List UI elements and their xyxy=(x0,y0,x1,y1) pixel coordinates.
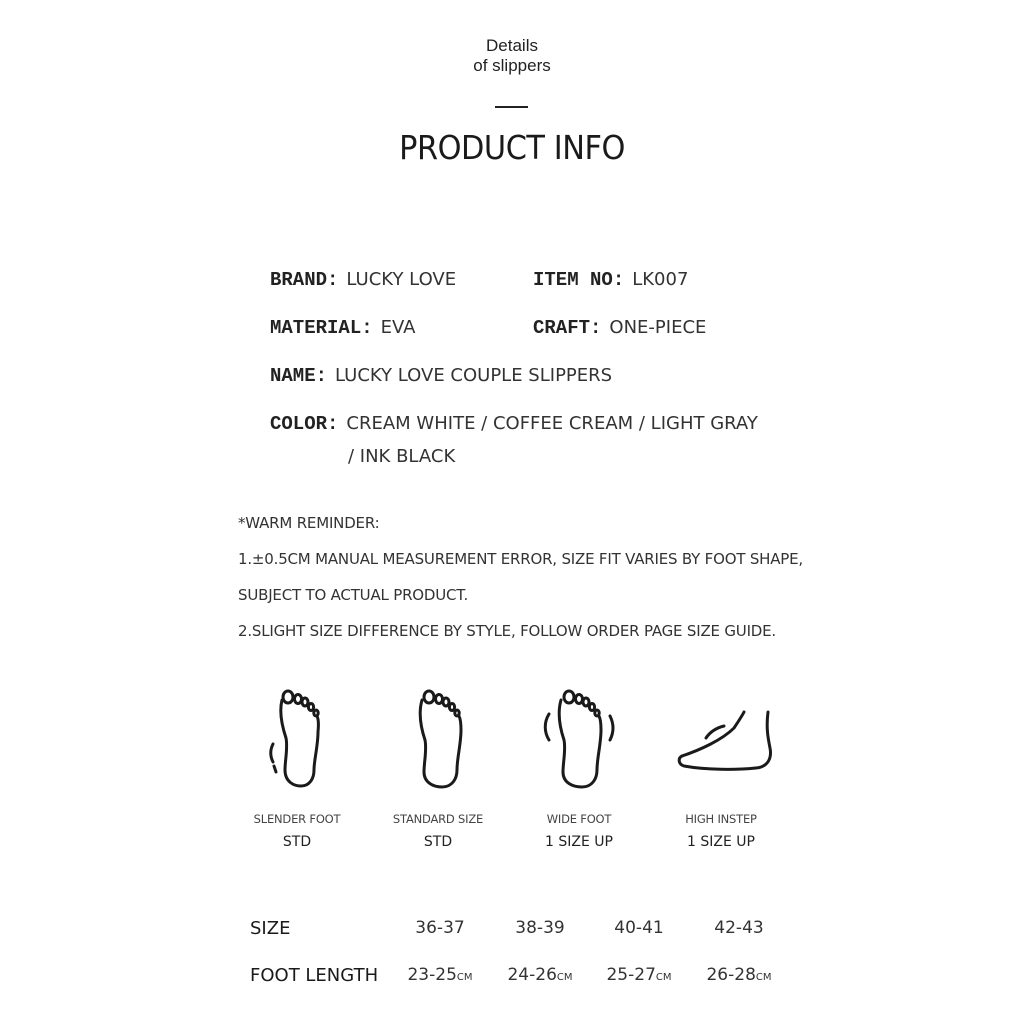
title-divider xyxy=(495,106,528,108)
spec-material-value: EVA xyxy=(380,317,416,338)
spec-craft-value: ONE-PIECE xyxy=(609,317,707,338)
length-value: 26-28 xyxy=(706,965,756,985)
foot-type-slender xyxy=(227,686,367,850)
page-title: PRODUCT INFO xyxy=(399,128,625,167)
foot-type-slender-fit: STD xyxy=(282,834,312,850)
subtitle xyxy=(0,36,1024,76)
size-cell: 36-37 xyxy=(415,918,465,938)
spec-color-label: COLOR: xyxy=(270,413,339,435)
slender-foot-icon xyxy=(262,686,332,790)
reminder-line-3: 2.SLIGHT SIZE DIFFERENCE BY STYLE, FOLLOW ORDER PAGE SIZE GUIDE. xyxy=(238,622,776,640)
spec-brand xyxy=(270,268,456,292)
size-cell: 42-43 xyxy=(714,918,764,938)
size-header: SIZE xyxy=(250,918,291,939)
spec-craft xyxy=(533,316,706,340)
foot-type-wide-label: WIDE FOOT xyxy=(546,812,612,826)
spec-color-value: CREAM WHITE / COFFEE CREAM / LIGHT GRAY xyxy=(346,413,758,434)
spec-material-label: MATERIAL: xyxy=(270,317,373,339)
foot-type-high-instep xyxy=(651,686,791,850)
spec-brand-label: BRAND: xyxy=(270,269,339,291)
length-cell xyxy=(689,965,789,985)
length-value: 23-25 xyxy=(407,965,457,985)
spec-color xyxy=(270,412,758,436)
length-unit: CM xyxy=(655,972,672,983)
spec-item-no-label: ITEM NO: xyxy=(533,269,625,291)
length-cell xyxy=(490,965,590,985)
length-cell xyxy=(390,965,490,985)
standard-foot-icon xyxy=(403,686,473,790)
foot-type-high-instep-fit: 1 SIZE UP xyxy=(687,834,755,850)
size-cell: 40-41 xyxy=(614,918,664,938)
foot-type-high-instep-label: HIGH INSTEP xyxy=(685,812,757,826)
spec-material xyxy=(270,316,415,340)
foot-type-standard-fit: STD xyxy=(423,834,453,850)
foot-type-standard-label: STANDARD SIZE xyxy=(392,812,484,826)
length-unit: CM xyxy=(755,972,772,983)
length-value: 24-26 xyxy=(507,965,557,985)
spec-color-value-continued: / INK BLACK xyxy=(348,446,456,467)
spec-name-label: NAME: xyxy=(270,365,328,387)
wide-foot-icon xyxy=(539,686,619,790)
length-cell xyxy=(589,965,689,985)
spec-item-no xyxy=(533,268,688,292)
length-unit: CM xyxy=(556,972,573,983)
reminder-line-2: SUBJECT TO ACTUAL PRODUCT. xyxy=(238,586,469,604)
spec-brand-value: LUCKY LOVE xyxy=(346,269,457,290)
foot-length-header: FOOT LENGTH xyxy=(250,965,379,986)
foot-type-slender-label: SLENDER FOOT xyxy=(253,812,341,826)
spec-name-value: LUCKY LOVE COUPLE SLIPPERS xyxy=(335,365,613,386)
foot-type-wide-fit: 1 SIZE UP xyxy=(545,834,613,850)
reminder-heading: *WARM REMINDER: xyxy=(238,514,380,532)
size-row xyxy=(250,918,810,944)
foot-type-wide xyxy=(509,686,649,850)
length-value: 25-27 xyxy=(606,965,656,985)
foot-type-standard xyxy=(368,686,508,850)
foot-length-row xyxy=(250,965,810,991)
spec-item-no-value: LK007 xyxy=(632,269,689,290)
length-unit: CM xyxy=(456,972,473,983)
subtitle-line-1: Details xyxy=(486,36,538,55)
high-instep-icon xyxy=(666,686,776,790)
spec-craft-label: CRAFT: xyxy=(533,317,602,339)
size-cell: 38-39 xyxy=(515,918,565,938)
reminder-line-1: 1.±0.5CM MANUAL MEASUREMENT ERROR, SIZE FIT VARIES BY FOOT SHAPE, xyxy=(238,550,803,568)
subtitle-line-2: of slippers xyxy=(473,56,551,75)
spec-name xyxy=(270,364,612,388)
